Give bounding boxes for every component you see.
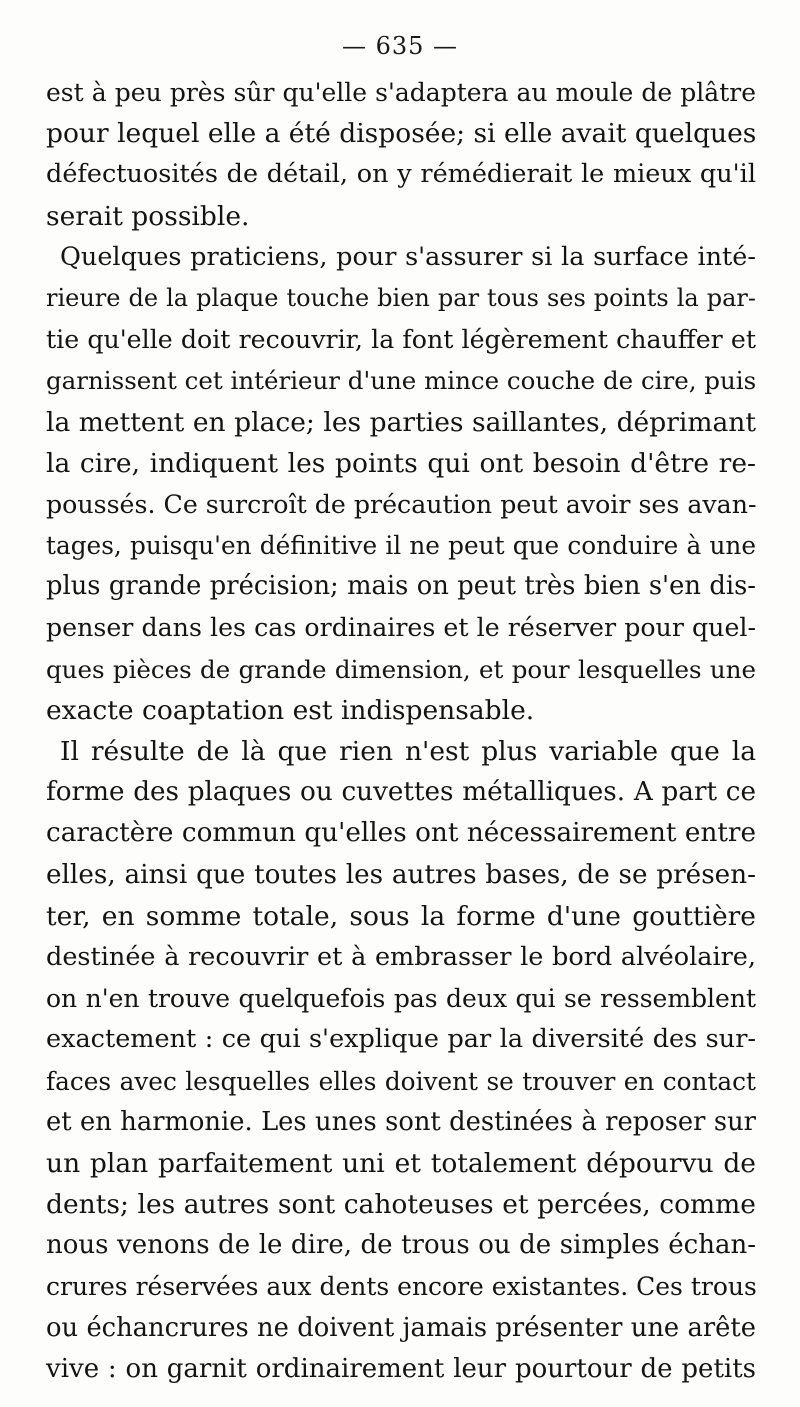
text-line: tie qu'elle doit recouvrir, la font légèrement chauffer et bbox=[46, 325, 756, 355]
text-line: serait possible. bbox=[46, 200, 250, 232]
text-line: et en harmonie. Les unes sont destinées à reposer sur bbox=[46, 1106, 756, 1137]
text-line: dents; les autres sont cahoteuses et percées, comme bbox=[46, 1189, 756, 1221]
text-line: ou échancrures ne doivent jamais présenter une arête bbox=[46, 1312, 756, 1343]
text-line: vive : on garnit ordinairement leur pourtour de petits bbox=[46, 1353, 756, 1384]
text-line: on n'en trouve quelquefois pas deux qui se ressemblent bbox=[46, 984, 756, 1014]
text-line: destinée à recouvrir et à embrasser le bord alvéolaire, bbox=[46, 941, 756, 972]
text-line: exacte coaptation est indispensable. bbox=[46, 694, 535, 726]
text-line: tages, puisqu'en définitive il ne peut que conduire à une bbox=[46, 531, 756, 561]
text-line: nous venons de le dire, de trous ou de simples échan- bbox=[46, 1230, 756, 1261]
body-text bbox=[46, 72, 756, 1390]
text-line: la mettent en place; les parties saillantes, déprimant bbox=[46, 406, 756, 438]
text-line: plus grande précision; mais on peut très bien s'en dis- bbox=[46, 571, 756, 602]
text-line: garnissent cet intérieur d'une mince couche de cire, puis bbox=[46, 366, 757, 396]
text-line: penser dans les cas ordinaires et le réserver pour quel- bbox=[46, 613, 756, 643]
text-line: forme des plaques ou cuvettes métalliques. A part ce bbox=[46, 777, 756, 808]
text-line: exactement : ce qui s'explique par la diversité des sur- bbox=[46, 1024, 756, 1055]
text-line: elles, ainsi que toutes les autres bases, de se présen- bbox=[46, 859, 756, 890]
page-number: — 635 — bbox=[341, 32, 459, 60]
text-line: ques pièces de grande dimension, et pour lesquelles une bbox=[46, 654, 756, 684]
text-line: la cire, indiquent les points qui ont besoin d'être re- bbox=[46, 447, 756, 479]
text-line: est à peu près sûr qu'elle s'adaptera au moule de plâtre bbox=[46, 78, 756, 107]
text-line: un plan parfaitement uni et totalement dépourvu de bbox=[46, 1147, 756, 1179]
text-line: rieure de la plaque touche bien par tous ses points la par- bbox=[46, 283, 756, 312]
paragraph-first-line: Il résulte de là que rien n'est plus variable que la bbox=[60, 736, 756, 767]
text-line: caractère commun qu'elles ont nécessairement entre bbox=[46, 818, 756, 849]
paragraph-first-line: Quelques praticiens, pour s'assurer si la surface inté- bbox=[60, 241, 756, 272]
text-line: poussés. Ce surcroît de précaution peut avoir ses avan- bbox=[46, 489, 757, 519]
text-line: défectuosités de détail, on y rémédierait le mieux qu'il bbox=[46, 159, 756, 190]
text-line: ter, en somme totale, sous la forme d'une gouttière bbox=[46, 900, 756, 932]
text-line: crures réservées aux dents encore existantes. Ces trous bbox=[46, 1272, 757, 1302]
text-line: pour lequel elle a été disposée; si elle avait quelques bbox=[46, 118, 757, 150]
text-line: faces avec lesquelles elles doivent se trouver en contact bbox=[46, 1066, 756, 1096]
